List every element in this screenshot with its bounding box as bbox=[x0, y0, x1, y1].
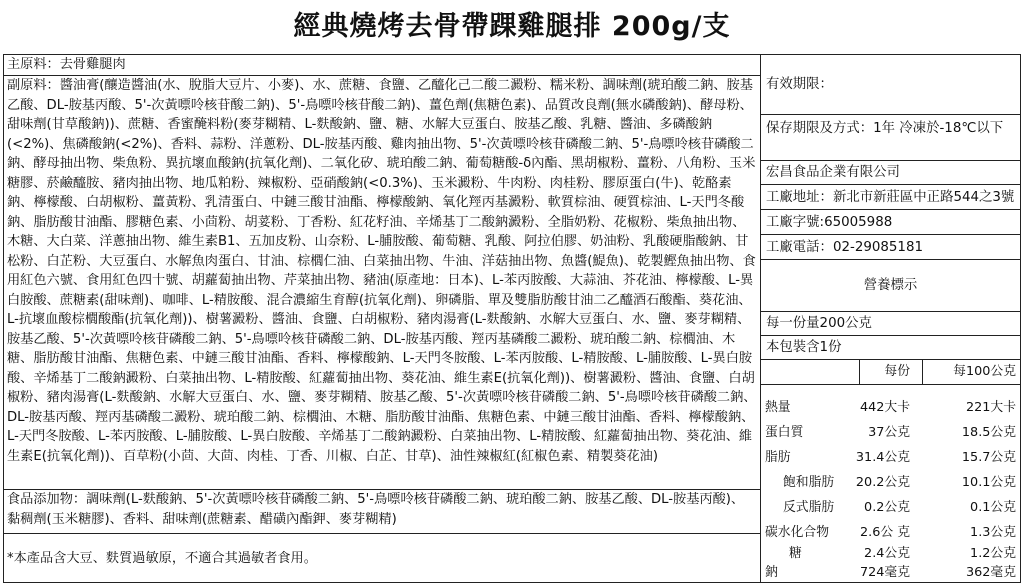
food-additives: 食品添加物：調味劑(L-麩酸鈉、5'-次黃嘌呤核苷磷酸二鈉、5'-鳥嘌呤核苷磷酸二鈉、琥珀酸二鈉、胺基乙酸、DL-胺基丙酸)、黏稠劑(玉米糖膠)、香料、甜味劑(蔗糖素、醋磺內酯鉀、麥芽糊精) bbox=[4, 490, 760, 534]
serving-size: 每一份量200公克 bbox=[761, 312, 1020, 336]
nutrition-row-sodium: 鈉 724毫克 362毫克 bbox=[765, 565, 1016, 580]
nutrition-row-sugar: 糖 2.4公克 1.2公克 bbox=[789, 546, 1016, 561]
factory-address: 工廠地址：新北市新莊區中正路544之3號 bbox=[761, 185, 1020, 210]
nutrition-row-trans-fat: 反式脂肪 0.2公克 0.1公克 bbox=[783, 500, 1016, 515]
ingredients-column bbox=[4, 55, 761, 582]
nutrition-row-carbohydrate: 碳水化合物 2.6公 克 1.3公克 bbox=[765, 525, 1016, 540]
main-ingredient: 主原料：去骨雞腿肉 bbox=[4, 55, 760, 76]
factory-phone: 工廠電話：02-29085181 bbox=[761, 235, 1020, 260]
allergen-notice: *本產品含大豆、麩質過敏原，不適合其過敏者食用。 bbox=[7, 551, 317, 566]
company-name: 宏昌食品企業有限公司 bbox=[761, 161, 1020, 185]
col-per-100g: 每100公克 bbox=[953, 364, 1016, 379]
col-per-serving: 每份 bbox=[884, 364, 910, 379]
nutrition-row-energy: 熱量 442大卡 221大卡 bbox=[765, 400, 1016, 415]
factory-registration: 工廠字號:65005988 bbox=[761, 210, 1020, 235]
product-title: 經典燒烤去骨帶踝雞腿排 200g/支 bbox=[293, 11, 731, 42]
label-table bbox=[3, 54, 1021, 583]
nutrition-header-row bbox=[761, 362, 1020, 382]
expiry-date: 有效期限： bbox=[761, 55, 1020, 115]
nutrition-row-fat: 脂肪 31.4公克 15.7公克 bbox=[765, 450, 1016, 465]
info-column bbox=[761, 55, 1020, 582]
nutrition-heading: 營養標示 bbox=[761, 260, 1020, 312]
nutrition-row-saturated-fat: 飽和脂肪 20.2公克 10.1公克 bbox=[783, 475, 1016, 490]
nutrition-table bbox=[761, 360, 1020, 582]
storage-info: 保存期限及方式：1年 冷凍於-18℃以下 bbox=[761, 115, 1020, 161]
servings-per-package: 本包裝含1份 bbox=[761, 336, 1020, 360]
nutrition-row-protein: 蛋白質 37公克 18.5公克 bbox=[765, 425, 1016, 440]
sub-ingredients: 副原料：醬油膏(釀造醬油(水、脫脂大豆片、小麥)、水、蔗糖、食鹽、乙醯化己二酸二澱粉、糯米粉、調味劑(琥珀酸二鈉、胺基乙酸、DL-胺基丙酸、5'-次黃嘌呤核苷酸二鈉)、5'-鳥嘌呤核苷酸二鈉)、薑色劑(焦糖色素)、品質改良劑(無水磷酸鈉)、酵母粉、甜味劑(甘草酸鈉))、蔗糖、香蜜醃料粉(麥芽糊精、L-麩酸鈉、鹽、糖、水解大豆蛋白、胺基乙酸、乳糖、醬油、多磷酸鈉(<2%)、焦磷酸鈉(<2%)、香料、蒜粉、洋蔥粉、DL-胺基丙酸、雞肉抽出物、5'-次黃嘌呤核苷磷酸二鈉、5'-鳥嘌呤核苷磷酸二鈉、酵母抽出物、柴魚粉、異抗壞血酸鈉(抗氧化劑)、二氧化矽、琥珀酸二鈉、葡萄糖酸-δ內酯、黑胡椒粉、薑粉、八角粉、玉米糖膠、菸鹼醯胺、豬肉抽出物、地瓜粕粉、辣椒粉、亞硝酸鈉(<0.3%)、玉米澱粉、牛肉粉、肉桂粉、膠原蛋白(牛)、乾酪素鈉、檸檬酸、白胡椒粉、薑黃粉、乳清蛋白、中鏈三酸甘油酯、檸檬酸鈉、氧化羥丙基澱粉、軟質棕油、硬質棕油、L-天門冬酸鈉、脂肪酸甘油酯、膠糖色素、小茴粉、胡荽粉、丁香粉、紅花籽油、辛烯基丁二酸鈉澱粉、全脂奶粉、花椒粉、柴魚抽出物、木糖、大白菜、洋蔥抽出物、維生素B1、五加皮粉、山奈粉、L-脯胺酸、葡萄糖、乳酸、阿拉伯膠、奶油粉、乳酸硬脂酸鈉、甘松粉、白芷粉、大豆蛋白、水解魚肉蛋白、甘油、棕櫚仁油、白菜抽出物、牛油、洋菇抽出物、魚醬(鯷魚)、乾製鰹魚抽出物、食用紅色六號、食用紅色四十號、胡蘿蔔抽出物、芹菜抽出物、豬油(原產地：日本)、L-苯丙胺酸、大蒜油、芥花油、檸檬酸、L-異白胺酸、蔗糖素(甜味劑)、咖啡、L-精胺酸、混合濃縮生育醇(抗氧化劑)、卵磷脂、單及雙脂肪酸甘油二乙醯酒石酸酯、葵花油、L-抗壞血酸棕櫚酸酯(抗氧化劑))、樹薯澱粉、醬油、食鹽、白胡椒粉、豬肉湯膏(L-麩酸鈉、水解大豆蛋白、水、鹽、麥芽糊精、胺基乙酸、5'-次黃嘌呤核苷磷酸二鈉、5'-鳥嘌呤核苷磷酸二鈉、DL-胺基丙酸、羥丙基磷酸二澱粉、琥珀酸二鈉、棕櫚油、木糖、脂肪酸甘油酯、焦糖色素、中鏈三酸甘油酯、香料、檸檬酸鈉、L-天門冬胺酸、L-苯丙胺酸、L-精胺酸、L-脯胺酸、L-異白胺酸、辛烯基丁二酸鈉澱粉、白菜抽出物、L-精胺酸、紅蘿蔔抽出物、葵花油、維生素E(抗氧化劑))、樹薯澱粉、醬油、食鹽、白胡椒粉、豬肉湯膏(L-麩酸鈉、水解大豆蛋白、水、鹽、麥芽糊精、胺基乙酸、5'-次黃嘌呤核苷磷酸二鈉、5'-鳥嘌呤核苷磷酸二鈉、DL-胺基丙酸、羥丙基磷酸二澱粉、琥珀酸二鈉、棕櫚油、木糖、脂肪酸甘油酯、焦糖色素、中鏈三酸甘油酯、香料、檸檬酸鈉、L-天門冬胺酸、L-苯丙胺酸、L-脯胺酸、L-異白胺酸、辛烯基丁二酸鈉澱粉、白菜抽出物、L-精胺酸、紅蘿蔔抽出物、葵花油、維生素E(抗氧化劑))、百草粉(小茴、大茴、肉桂、丁香、川椒、白芷、甘草)、油性辣椒紅(紅椒色素、精製葵花油) bbox=[4, 76, 760, 490]
